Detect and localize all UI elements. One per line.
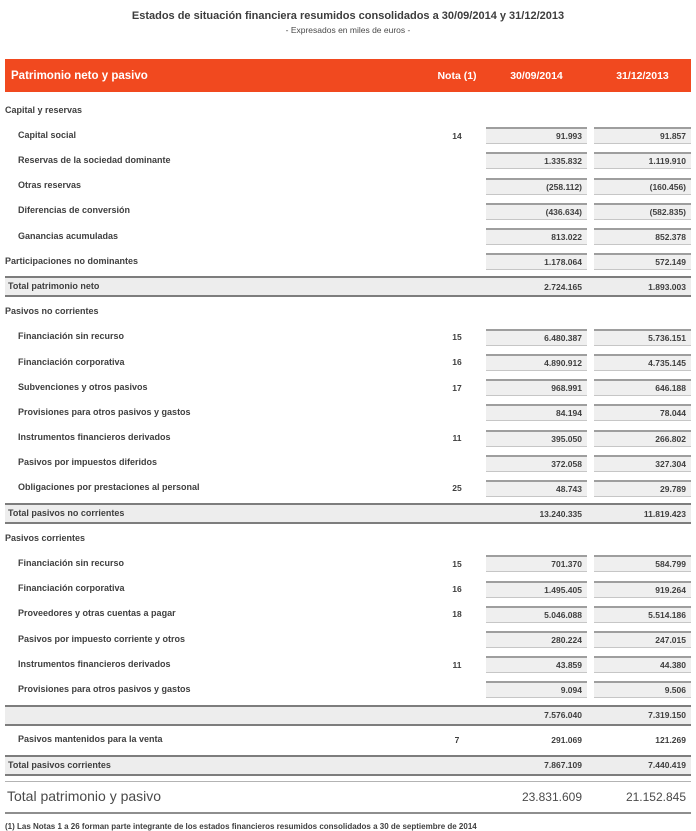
table-row [5,476,691,501]
row-value-2013: 21.152.845 [625,790,686,805]
row-value-2014: 48.743 [486,480,587,497]
row-label: Instrumentos financieros derivados [18,432,171,443]
table-row [5,577,691,602]
row-value-2014: 813.022 [486,228,587,245]
row-value-2014: 43.859 [486,656,587,673]
row-value-2014: 13.240.335 [539,508,582,519]
row-value-2014: 7.576.040 [544,710,582,721]
row-label: Diferencias de conversión [18,205,131,216]
total-band [5,276,691,297]
row-label: Pasivos corrientes [5,532,86,543]
table-row [5,753,691,778]
row-label: Subvenciones y otros pasivos [18,381,148,392]
row-value-2013: 5.514.186 [594,606,691,623]
table-row [5,425,691,450]
row-value-2013: 7.440.419 [648,760,686,771]
row-value-2013: 247.015 [594,631,691,648]
row-value-2014: 1.178.064 [486,253,587,270]
row-value-2014: 1.495.405 [486,581,587,598]
row-value-2014: (258.112) [486,178,587,195]
row-note: 17 [452,382,462,393]
total-band [5,705,691,726]
row-label: Participaciones no dominantes [5,255,139,266]
row-note: 25 [452,483,462,494]
row-value-2013: 327.304 [594,455,691,472]
row-value-2014: 23.831.609 [521,790,582,805]
table-row [5,375,691,400]
table-row [5,551,691,576]
row-value-2014: (436.634) [486,203,587,220]
row-value-2013: 572.149 [594,253,691,270]
row-label: Pasivos mantenidos para la venta [18,734,163,745]
row-value-2013: 852.378 [594,228,691,245]
row-value-2014: 280.224 [486,631,587,648]
table-rows [5,98,691,814]
table-row [5,501,691,526]
row-value-2013: 1.893.003 [648,281,686,292]
table-row [5,728,691,753]
statement-sheet [0,59,696,814]
total-band [5,755,691,776]
column-header-label: Patrimonio neto y pasivo [11,69,148,82]
row-value-2014: 2.724.165 [544,281,582,292]
table-row [5,627,691,652]
table-row [5,781,691,814]
row-value-2013: (160.456) [594,178,691,195]
row-label: Capital y reservas [5,104,83,115]
row-value-2014: 7.867.109 [544,760,582,771]
row-value-2013: 91.857 [594,127,691,144]
row-label: Otras reservas [18,180,82,191]
table-row [5,174,691,199]
table-row [5,602,691,627]
table-row [5,652,691,677]
row-value-2013: 9.506 [594,681,691,698]
row-label: Total patrimonio neto [8,280,100,291]
row-value-2014: 9.094 [486,681,587,698]
row-value-2013: 121.269 [655,735,686,746]
row-value-2013: 266.802 [594,430,691,447]
row-value-2013: (582.835) [594,203,691,220]
row-value-2013: 584.799 [594,555,691,572]
row-value-2013: 646.188 [594,379,691,396]
table-row [5,300,691,325]
row-label: Pasivos por impuestos diferidos [18,457,158,468]
column-header-note: Nota (1) [437,69,477,82]
table-row [5,148,691,173]
table-row [5,199,691,224]
row-label: Provisiones para otros pasivos y gastos [18,683,191,694]
row-note: 15 [452,558,462,569]
row-value-2013: 4.735.145 [594,354,691,371]
row-value-2014: 291.069 [551,735,582,746]
row-label: Total patrimonio y pasivo [7,788,162,805]
row-value-2013: 11.819.423 [643,508,686,519]
table-row [5,224,691,249]
row-label: Pasivos no corrientes [5,306,99,317]
column-header-2013: 31/12/2013 [616,69,669,82]
row-value-2013: 29.789 [594,480,691,497]
table-row [5,451,691,476]
row-label: Pasivos por impuesto corriente y otros [18,633,186,644]
row-value-2013: 7.319.150 [648,710,686,721]
table-row [5,249,691,274]
row-label: Instrumentos financieros derivados [18,658,171,669]
table-row [5,703,691,728]
table-row [5,526,691,551]
row-note: 7 [454,735,460,746]
table-row [5,350,691,375]
row-note: 16 [452,357,462,368]
table-row [5,325,691,350]
row-label: Capital social [18,129,77,140]
row-note: 11 [452,433,462,444]
row-label: Total pasivos no corrientes [8,507,125,518]
row-label: Financiación sin recurso [18,331,125,342]
row-value-2014: 395.050 [486,430,587,447]
row-value-2014: 84.194 [486,404,587,421]
table-header-bar [5,59,691,92]
row-label: Proveedores y otras cuentas a pagar [18,608,176,619]
row-note: 18 [452,609,462,620]
row-value-2014: 91.993 [486,127,587,144]
row-label: Provisiones para otros pasivos y gastos [18,406,191,417]
row-note: 14 [452,130,462,141]
row-label: Financiación corporativa [18,583,125,594]
row-label: Total pasivos corrientes [8,759,111,770]
column-header-2014: 30/09/2014 [510,69,563,82]
row-value-2014: 4.890.912 [486,354,587,371]
page-title: Estados de situación financiera resumidos consolidados a 30/09/2014 y 31/12/2013 [131,10,565,22]
row-label: Reservas de la sociedad dominante [18,155,171,166]
row-value-2013: 1.119.910 [594,152,691,169]
row-value-2014: 1.335.832 [486,152,587,169]
row-note: 15 [452,332,462,343]
total-band [5,503,691,524]
table-row [5,98,691,123]
row-note: 16 [452,584,462,595]
row-value-2014: 5.046.088 [486,606,587,623]
row-value-2014: 372.058 [486,455,587,472]
page-subtitle: - Expresados en miles de euros - [285,25,411,35]
row-value-2014: 6.480.387 [486,329,587,346]
row-label: Ganancias acumuladas [18,230,119,241]
footnote: (1) Las Notas 1 a 26 forman parte integrante de los estados financieros resumidos consolidados a 30 de septiembre de 2014 [5,822,477,831]
row-value-2013: 78.044 [594,404,691,421]
table-row [5,123,691,148]
row-note: 11 [452,659,462,670]
row-value-2014: 968.991 [486,379,587,396]
table-row [5,677,691,702]
row-label: Obligaciones por prestaciones al personal [18,482,200,493]
row-value-2013: 919.264 [594,581,691,598]
table-row [5,274,691,299]
row-label: Financiación sin recurso [18,558,125,569]
row-value-2014: 701.370 [486,555,587,572]
table-row [5,400,691,425]
row-value-2013: 44.380 [594,656,691,673]
row-label: Financiación corporativa [18,356,125,367]
row-value-2013: 5.736.151 [594,329,691,346]
